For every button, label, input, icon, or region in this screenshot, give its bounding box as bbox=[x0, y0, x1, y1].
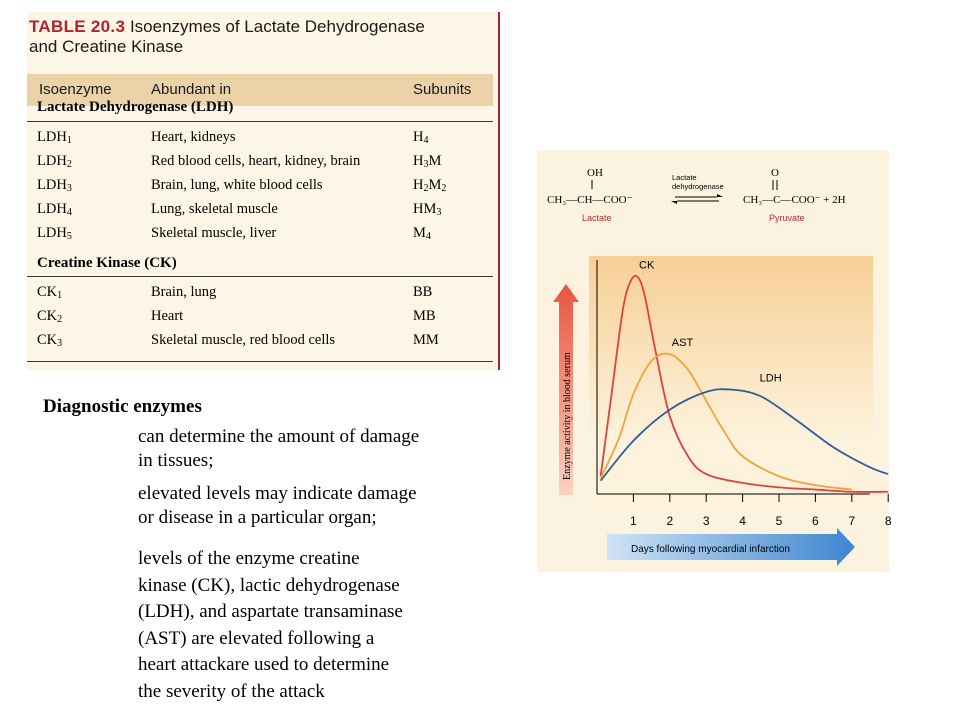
reaction-scheme bbox=[547, 167, 846, 223]
tissue-cell: Lung, skeletal muscle bbox=[151, 201, 278, 217]
x-tick-label: 1 bbox=[630, 514, 637, 528]
subunit: M bbox=[428, 177, 442, 193]
isoenzyme-name: LDH bbox=[37, 129, 67, 145]
paragraph-line: in tissues; bbox=[138, 450, 214, 471]
pyruvate-formula: CH₃—C—COO⁻ + 2H bbox=[743, 194, 846, 206]
isoenzyme-subscript: 2 bbox=[57, 314, 63, 325]
x-tick-label: 8 bbox=[884, 514, 892, 528]
paragraph-line: can determine the amount of damage bbox=[138, 426, 420, 447]
subunits-cell bbox=[413, 177, 446, 194]
series-label-ck: CK bbox=[639, 259, 655, 272]
series-curves bbox=[601, 259, 889, 492]
x-tick-label: 6 bbox=[812, 514, 819, 528]
tissue-cell: Heart bbox=[151, 308, 184, 324]
isoenzyme-subscript: 3 bbox=[66, 183, 72, 194]
lactate-formula: CH₃—CH—COO⁻ bbox=[547, 194, 633, 206]
isoenzyme-cell bbox=[37, 308, 62, 325]
isoenzyme-subscript: 1 bbox=[57, 290, 63, 301]
subunit: H bbox=[413, 177, 424, 193]
subunits-cell bbox=[413, 284, 432, 301]
paragraph-3 bbox=[138, 546, 403, 705]
tissue-cell: Heart, kidneys bbox=[151, 129, 236, 145]
heading-diagnostic-enzymes: Diagnostic enzymes bbox=[43, 396, 202, 417]
isoenzyme-subscript: 2 bbox=[66, 159, 72, 170]
paragraph-line: (LDH), and aspartate transaminase bbox=[138, 601, 403, 622]
enzyme-label-line1: Lactate bbox=[672, 173, 697, 182]
isoenzyme-cell bbox=[37, 177, 72, 194]
subunit-count: 4 bbox=[423, 135, 429, 146]
isoenzyme-subscript: 4 bbox=[66, 207, 72, 218]
isoenzyme-name: LDH bbox=[37, 153, 67, 169]
isoenzyme-name: LDH bbox=[37, 201, 67, 217]
table-title bbox=[29, 17, 489, 57]
subunit-count: 3 bbox=[436, 207, 442, 218]
series-line-ck bbox=[601, 276, 889, 492]
paragraph-line: the severity of the attack bbox=[138, 680, 325, 702]
x-axis-label: Days following myocardial infarction bbox=[631, 544, 790, 555]
series-label-ast: AST bbox=[671, 337, 694, 350]
series-line-ldh bbox=[601, 389, 889, 481]
isoenzyme-name: LDH bbox=[37, 225, 67, 241]
subunit: BB bbox=[413, 284, 433, 300]
table-title-line1: Isoenzymes of Lactate Dehydrogenase bbox=[129, 17, 425, 36]
pyruvate-oxygen: O bbox=[771, 167, 779, 179]
isoenzyme-cell bbox=[37, 284, 62, 301]
y-axis-label: Enzyme activity in blood serum bbox=[562, 352, 573, 480]
subunit-count: 2 bbox=[423, 183, 429, 194]
series-line-ast bbox=[601, 354, 852, 490]
pyruvate-label: Pyruvate bbox=[769, 213, 805, 223]
series-label-ldh: LDH bbox=[759, 372, 782, 385]
subunit: H bbox=[413, 153, 424, 169]
tissue-cell: Brain, lung, white blood cells bbox=[151, 177, 323, 193]
x-tick-label: 7 bbox=[848, 514, 856, 528]
divider bbox=[27, 276, 493, 277]
isoenzyme-name: CK bbox=[37, 308, 58, 324]
subunits-cell bbox=[413, 308, 436, 325]
table-number: TABLE 20.3 bbox=[29, 17, 126, 36]
subunits-cell bbox=[413, 153, 441, 170]
subunit: MB bbox=[413, 308, 436, 324]
table-right-rule bbox=[498, 12, 500, 370]
paragraph-2 bbox=[138, 482, 417, 530]
subunits-cell bbox=[413, 225, 431, 242]
subunits-cell bbox=[413, 201, 441, 218]
lactate-label: Lactate bbox=[582, 213, 612, 223]
subunit: HM bbox=[413, 201, 437, 217]
isoenzyme-name: CK bbox=[37, 332, 58, 348]
paragraph-line: heart attackare used to determine bbox=[138, 654, 390, 675]
isoenzyme-cell bbox=[37, 153, 72, 170]
tissue-cell: Skeletal muscle, red blood cells bbox=[151, 332, 336, 348]
isoenzyme-cell bbox=[37, 225, 72, 242]
tissue-cell: Brain, lung bbox=[151, 284, 217, 300]
isoenzyme-name: CK bbox=[37, 284, 58, 300]
isoenzyme-subscript: 5 bbox=[66, 231, 72, 242]
isoenzyme-cell bbox=[37, 201, 72, 218]
x-tick-label: 3 bbox=[702, 514, 710, 528]
lactate-oh: OH bbox=[587, 167, 603, 179]
paragraph-1 bbox=[138, 425, 419, 473]
x-ticks bbox=[630, 494, 892, 528]
section-ck: Creatine Kinase (CK) bbox=[37, 255, 177, 271]
subunit-count: 3 bbox=[423, 159, 429, 170]
isoenzyme-subscript: 1 bbox=[66, 135, 72, 146]
subunit: M bbox=[428, 153, 442, 169]
enzyme-chart bbox=[537, 150, 892, 572]
subunits-cell bbox=[413, 129, 428, 146]
x-tick-label: 4 bbox=[739, 514, 746, 528]
subunit: MM bbox=[413, 332, 439, 348]
subunit: M bbox=[413, 225, 426, 241]
equilibrium-arrow-icon bbox=[671, 194, 723, 204]
isoenzyme-subscript: 3 bbox=[57, 338, 63, 349]
paragraph-line: (AST) are elevated following a bbox=[138, 627, 375, 649]
subunit: H bbox=[413, 129, 424, 145]
enzyme-figure bbox=[537, 150, 892, 572]
table-title-line2: and Creatine Kinase bbox=[29, 37, 184, 56]
paragraph-line: or disease in a particular organ; bbox=[138, 507, 377, 528]
isoenzyme-table bbox=[27, 12, 500, 370]
paragraph-line: levels of the enzyme creatine bbox=[138, 548, 360, 569]
divider bbox=[27, 121, 493, 122]
paragraph-line: elevated levels may indicate damage bbox=[138, 483, 417, 504]
isoenzyme-cell bbox=[37, 129, 72, 146]
subunits-cell bbox=[413, 332, 439, 349]
header-subunits: Subunits bbox=[413, 81, 472, 98]
x-tick-label: 2 bbox=[666, 514, 674, 528]
section-ldh: Lactate Dehydrogenase (LDH) bbox=[37, 99, 234, 115]
tissue-cell: Red blood cells, heart, kidney, brain bbox=[151, 153, 361, 169]
subunit-count: 4 bbox=[425, 231, 431, 242]
divider bbox=[27, 361, 493, 362]
isoenzyme-cell bbox=[37, 332, 62, 349]
tissue-cell: Skeletal muscle, liver bbox=[151, 225, 277, 241]
header-isoenzyme: Isoenzyme bbox=[39, 81, 112, 98]
subunit-count: 2 bbox=[441, 183, 447, 194]
header-abundant-in: Abundant in bbox=[151, 81, 232, 98]
enzyme-label-line2: dehydrogenase bbox=[672, 182, 724, 191]
paragraph-line: kinase (CK), lactic dehydrogenase bbox=[138, 574, 400, 596]
isoenzyme-name: LDH bbox=[37, 177, 67, 193]
x-tick-label: 5 bbox=[775, 514, 783, 528]
